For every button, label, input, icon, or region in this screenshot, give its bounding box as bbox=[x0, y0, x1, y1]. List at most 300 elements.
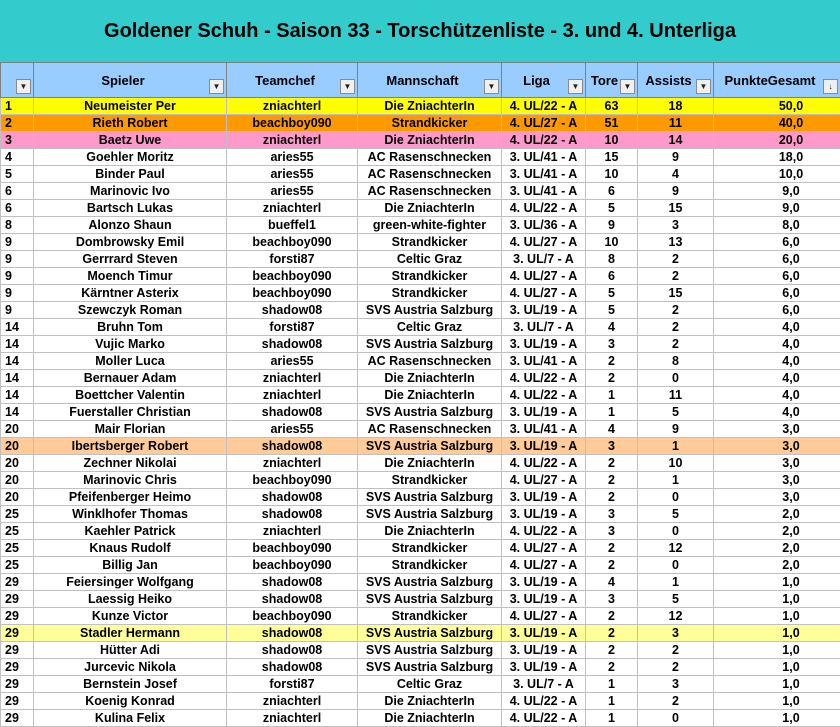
assists-cell[interactable]: 0 bbox=[638, 370, 714, 387]
assists-cell[interactable]: 14 bbox=[638, 132, 714, 149]
tore-cell[interactable]: 2 bbox=[586, 557, 638, 574]
team-cell[interactable]: SVS Austria Salzburg bbox=[358, 659, 502, 676]
rank-cell[interactable]: 20 bbox=[1, 438, 34, 455]
team-cell[interactable]: Strandkicker bbox=[358, 268, 502, 285]
team-cell[interactable]: Strandkicker bbox=[358, 285, 502, 302]
rank-cell[interactable]: 14 bbox=[1, 404, 34, 421]
punkte-cell[interactable]: 3,0 bbox=[714, 455, 840, 472]
assists-cell[interactable]: 15 bbox=[638, 200, 714, 217]
player-cell[interactable]: Jurcevic Nikola bbox=[34, 659, 227, 676]
liga-cell[interactable]: 4. UL/27 - A bbox=[502, 234, 586, 251]
teamchef-cell[interactable]: aries55 bbox=[227, 421, 358, 438]
table-row[interactable] bbox=[1, 625, 840, 642]
rank-cell[interactable]: 2 bbox=[1, 115, 34, 132]
liga-cell[interactable]: 4. UL/22 - A bbox=[502, 98, 586, 115]
punkte-cell[interactable]: 1,0 bbox=[714, 625, 840, 642]
sort-descending-icon[interactable]: ↓ bbox=[823, 79, 838, 94]
player-cell[interactable]: Bartsch Lukas bbox=[34, 200, 227, 217]
teamchef-cell[interactable]: shadow08 bbox=[227, 659, 358, 676]
player-cell[interactable]: Bernauer Adam bbox=[34, 370, 227, 387]
liga-cell[interactable]: 4. UL/27 - A bbox=[502, 285, 586, 302]
tore-cell[interactable]: 4 bbox=[586, 421, 638, 438]
punkte-cell[interactable]: 40,0 bbox=[714, 115, 840, 132]
team-cell[interactable]: AC Rasenschnecken bbox=[358, 183, 502, 200]
liga-cell[interactable]: 3. UL/41 - A bbox=[502, 166, 586, 183]
rank-cell[interactable]: 29 bbox=[1, 659, 34, 676]
rank-cell[interactable]: 3 bbox=[1, 132, 34, 149]
player-cell[interactable]: Moller Luca bbox=[34, 353, 227, 370]
liga-cell[interactable]: 4. UL/22 - A bbox=[502, 523, 586, 540]
liga-cell[interactable]: 4. UL/22 - A bbox=[502, 455, 586, 472]
table-row[interactable] bbox=[1, 200, 840, 217]
table-row[interactable] bbox=[1, 438, 840, 455]
team-cell[interactable]: SVS Austria Salzburg bbox=[358, 438, 502, 455]
teamchef-cell[interactable]: shadow08 bbox=[227, 489, 358, 506]
liga-cell[interactable]: 3. UL/7 - A bbox=[502, 319, 586, 336]
rank-cell[interactable]: 9 bbox=[1, 251, 34, 268]
team-cell[interactable]: SVS Austria Salzburg bbox=[358, 506, 502, 523]
team-cell[interactable]: Die ZniachterIn bbox=[358, 523, 502, 540]
liga-cell[interactable]: 4. UL/27 - A bbox=[502, 608, 586, 625]
player-cell[interactable]: Neumeister Per bbox=[34, 98, 227, 115]
team-cell[interactable]: Die ZniachterIn bbox=[358, 200, 502, 217]
table-row[interactable] bbox=[1, 285, 840, 302]
teamchef-cell[interactable]: aries55 bbox=[227, 166, 358, 183]
filter-dropdown-icon[interactable]: ▼ bbox=[484, 79, 499, 94]
punkte-cell[interactable]: 3,0 bbox=[714, 489, 840, 506]
table-row[interactable] bbox=[1, 319, 840, 336]
liga-cell[interactable]: 3. UL/7 - A bbox=[502, 251, 586, 268]
tore-cell[interactable]: 8 bbox=[586, 251, 638, 268]
tore-cell[interactable]: 1 bbox=[586, 676, 638, 693]
punkte-cell[interactable]: 4,0 bbox=[714, 319, 840, 336]
assists-cell[interactable]: 3 bbox=[638, 625, 714, 642]
teamchef-cell[interactable]: zniachterl bbox=[227, 98, 358, 115]
table-row[interactable] bbox=[1, 506, 840, 523]
tore-cell[interactable]: 2 bbox=[586, 608, 638, 625]
assists-cell[interactable]: 10 bbox=[638, 455, 714, 472]
liga-cell[interactable]: 3. UL/19 - A bbox=[502, 642, 586, 659]
punkte-cell[interactable]: 6,0 bbox=[714, 285, 840, 302]
table-row[interactable] bbox=[1, 574, 840, 591]
table-row[interactable] bbox=[1, 472, 840, 489]
team-cell[interactable]: SVS Austria Salzburg bbox=[358, 625, 502, 642]
punkte-cell[interactable]: 6,0 bbox=[714, 251, 840, 268]
assists-cell[interactable]: 3 bbox=[638, 676, 714, 693]
team-cell[interactable]: Die ZniachterIn bbox=[358, 98, 502, 115]
team-cell[interactable]: SVS Austria Salzburg bbox=[358, 404, 502, 421]
filter-dropdown-icon[interactable]: ▼ bbox=[340, 79, 355, 94]
rank-cell[interactable]: 14 bbox=[1, 353, 34, 370]
player-cell[interactable]: Billig Jan bbox=[34, 557, 227, 574]
rank-cell[interactable]: 6 bbox=[1, 200, 34, 217]
table-row[interactable] bbox=[1, 217, 840, 234]
liga-cell[interactable]: 4. UL/27 - A bbox=[502, 557, 586, 574]
player-cell[interactable]: Szewczyk Roman bbox=[34, 302, 227, 319]
tore-cell[interactable]: 2 bbox=[586, 540, 638, 557]
tore-cell[interactable]: 10 bbox=[586, 234, 638, 251]
liga-cell[interactable]: 4. UL/22 - A bbox=[502, 370, 586, 387]
table-row[interactable] bbox=[1, 387, 840, 404]
teamchef-cell[interactable]: shadow08 bbox=[227, 336, 358, 353]
liga-cell[interactable]: 3. UL/41 - A bbox=[502, 183, 586, 200]
teamchef-cell[interactable]: forsti87 bbox=[227, 676, 358, 693]
table-row[interactable] bbox=[1, 693, 840, 710]
table-row[interactable] bbox=[1, 659, 840, 676]
punkte-cell[interactable]: 2,0 bbox=[714, 557, 840, 574]
rank-cell[interactable]: 29 bbox=[1, 710, 34, 727]
tore-cell[interactable]: 10 bbox=[586, 132, 638, 149]
table-row[interactable] bbox=[1, 166, 840, 183]
tore-cell[interactable]: 5 bbox=[586, 302, 638, 319]
teamchef-cell[interactable]: zniachterl bbox=[227, 200, 358, 217]
table-row[interactable] bbox=[1, 98, 840, 115]
punkte-cell[interactable]: 2,0 bbox=[714, 506, 840, 523]
teamchef-cell[interactable]: zniachterl bbox=[227, 710, 358, 727]
tore-cell[interactable]: 3 bbox=[586, 506, 638, 523]
liga-cell[interactable]: 3. UL/41 - A bbox=[502, 353, 586, 370]
liga-cell[interactable]: 4. UL/22 - A bbox=[502, 200, 586, 217]
punkte-cell[interactable]: 4,0 bbox=[714, 387, 840, 404]
rank-cell[interactable]: 9 bbox=[1, 285, 34, 302]
filter-dropdown-icon[interactable]: ▼ bbox=[209, 79, 224, 94]
tore-cell[interactable]: 3 bbox=[586, 591, 638, 608]
table-row[interactable] bbox=[1, 268, 840, 285]
assists-cell[interactable]: 18 bbox=[638, 98, 714, 115]
player-cell[interactable]: Zechner Nikolai bbox=[34, 455, 227, 472]
team-cell[interactable]: Celtic Graz bbox=[358, 676, 502, 693]
table-row[interactable] bbox=[1, 404, 840, 421]
player-cell[interactable]: Goehler Moritz bbox=[34, 149, 227, 166]
tore-cell[interactable]: 1 bbox=[586, 404, 638, 421]
assists-cell[interactable]: 1 bbox=[638, 438, 714, 455]
punkte-cell[interactable]: 9,0 bbox=[714, 183, 840, 200]
tore-cell[interactable]: 1 bbox=[586, 693, 638, 710]
player-cell[interactable]: Feiersinger Wolfgang bbox=[34, 574, 227, 591]
rank-cell[interactable]: 29 bbox=[1, 574, 34, 591]
teamchef-cell[interactable]: aries55 bbox=[227, 183, 358, 200]
player-cell[interactable]: Boettcher Valentin bbox=[34, 387, 227, 404]
filter-dropdown-icon[interactable]: ▼ bbox=[696, 79, 711, 94]
filter-dropdown-icon[interactable]: ▼ bbox=[16, 79, 31, 94]
rank-cell[interactable]: 9 bbox=[1, 302, 34, 319]
player-cell[interactable]: Marinovic Ivo bbox=[34, 183, 227, 200]
punkte-cell[interactable]: 20,0 bbox=[714, 132, 840, 149]
assists-cell[interactable]: 2 bbox=[638, 251, 714, 268]
assists-cell[interactable]: 0 bbox=[638, 489, 714, 506]
assists-cell[interactable]: 2 bbox=[638, 319, 714, 336]
player-cell[interactable]: Alonzo Shaun bbox=[34, 217, 227, 234]
table-row[interactable] bbox=[1, 302, 840, 319]
punkte-cell[interactable]: 6,0 bbox=[714, 234, 840, 251]
player-cell[interactable]: Laessig Heiko bbox=[34, 591, 227, 608]
rank-cell[interactable]: 25 bbox=[1, 557, 34, 574]
player-cell[interactable]: Dombrowsky Emil bbox=[34, 234, 227, 251]
teamchef-cell[interactable]: shadow08 bbox=[227, 591, 358, 608]
punkte-cell[interactable]: 4,0 bbox=[714, 370, 840, 387]
punkte-cell[interactable]: 1,0 bbox=[714, 710, 840, 727]
team-cell[interactable]: SVS Austria Salzburg bbox=[358, 642, 502, 659]
teamchef-cell[interactable]: beachboy090 bbox=[227, 234, 358, 251]
rank-cell[interactable]: 20 bbox=[1, 489, 34, 506]
tore-cell[interactable]: 5 bbox=[586, 285, 638, 302]
player-cell[interactable]: Moench Timur bbox=[34, 268, 227, 285]
table-row[interactable] bbox=[1, 132, 840, 149]
teamchef-cell[interactable]: shadow08 bbox=[227, 404, 358, 421]
punkte-cell[interactable]: 3,0 bbox=[714, 438, 840, 455]
team-cell[interactable]: Strandkicker bbox=[358, 234, 502, 251]
punkte-cell[interactable]: 3,0 bbox=[714, 421, 840, 438]
punkte-cell[interactable]: 1,0 bbox=[714, 608, 840, 625]
team-cell[interactable]: SVS Austria Salzburg bbox=[358, 574, 502, 591]
teamchef-cell[interactable]: beachboy090 bbox=[227, 285, 358, 302]
table-row[interactable] bbox=[1, 557, 840, 574]
punkte-cell[interactable]: 1,0 bbox=[714, 574, 840, 591]
punkte-cell[interactable]: 8,0 bbox=[714, 217, 840, 234]
punkte-cell[interactable]: 1,0 bbox=[714, 676, 840, 693]
rank-cell[interactable]: 29 bbox=[1, 591, 34, 608]
assists-cell[interactable]: 13 bbox=[638, 234, 714, 251]
assists-cell[interactable]: 0 bbox=[638, 523, 714, 540]
tore-cell[interactable]: 3 bbox=[586, 523, 638, 540]
tore-cell[interactable]: 15 bbox=[586, 149, 638, 166]
rank-cell[interactable]: 25 bbox=[1, 506, 34, 523]
assists-cell[interactable]: 2 bbox=[638, 659, 714, 676]
team-cell[interactable]: Strandkicker bbox=[358, 608, 502, 625]
tore-cell[interactable]: 4 bbox=[586, 319, 638, 336]
liga-cell[interactable]: 4. UL/22 - A bbox=[502, 387, 586, 404]
player-cell[interactable]: Knaus Rudolf bbox=[34, 540, 227, 557]
tore-cell[interactable]: 3 bbox=[586, 336, 638, 353]
punkte-cell[interactable]: 3,0 bbox=[714, 472, 840, 489]
assists-cell[interactable]: 11 bbox=[638, 115, 714, 132]
tore-cell[interactable]: 5 bbox=[586, 200, 638, 217]
assists-cell[interactable]: 9 bbox=[638, 183, 714, 200]
tore-cell[interactable]: 2 bbox=[586, 353, 638, 370]
punkte-cell[interactable]: 2,0 bbox=[714, 523, 840, 540]
liga-cell[interactable]: 3. UL/19 - A bbox=[502, 302, 586, 319]
team-cell[interactable]: Die ZniachterIn bbox=[358, 387, 502, 404]
teamchef-cell[interactable]: forsti87 bbox=[227, 319, 358, 336]
table-row[interactable] bbox=[1, 591, 840, 608]
liga-cell[interactable]: 4. UL/27 - A bbox=[502, 268, 586, 285]
punkte-cell[interactable]: 6,0 bbox=[714, 302, 840, 319]
table-row[interactable] bbox=[1, 489, 840, 506]
tore-cell[interactable]: 2 bbox=[586, 659, 638, 676]
teamchef-cell[interactable]: beachboy090 bbox=[227, 557, 358, 574]
teamchef-cell[interactable]: zniachterl bbox=[227, 370, 358, 387]
rank-cell[interactable]: 20 bbox=[1, 421, 34, 438]
filter-dropdown-icon[interactable]: ▼ bbox=[620, 79, 635, 94]
tore-cell[interactable]: 6 bbox=[586, 268, 638, 285]
liga-cell[interactable]: 3. UL/19 - A bbox=[502, 625, 586, 642]
table-row[interactable] bbox=[1, 353, 840, 370]
tore-cell[interactable]: 2 bbox=[586, 370, 638, 387]
liga-cell[interactable]: 3. UL/41 - A bbox=[502, 149, 586, 166]
punkte-cell[interactable]: 4,0 bbox=[714, 336, 840, 353]
player-cell[interactable]: Binder Paul bbox=[34, 166, 227, 183]
liga-cell[interactable]: 3. UL/7 - A bbox=[502, 676, 586, 693]
tore-cell[interactable]: 51 bbox=[586, 115, 638, 132]
teamchef-cell[interactable]: beachboy090 bbox=[227, 608, 358, 625]
liga-cell[interactable]: 3. UL/41 - A bbox=[502, 421, 586, 438]
filter-dropdown-icon[interactable]: ▼ bbox=[568, 79, 583, 94]
teamchef-cell[interactable]: zniachterl bbox=[227, 523, 358, 540]
team-cell[interactable]: Die ZniachterIn bbox=[358, 455, 502, 472]
assists-cell[interactable]: 4 bbox=[638, 166, 714, 183]
punkte-cell[interactable]: 4,0 bbox=[714, 353, 840, 370]
rank-cell[interactable]: 9 bbox=[1, 234, 34, 251]
liga-cell[interactable]: 4. UL/22 - A bbox=[502, 132, 586, 149]
tore-cell[interactable]: 10 bbox=[586, 166, 638, 183]
punkte-cell[interactable]: 2,0 bbox=[714, 540, 840, 557]
assists-cell[interactable]: 3 bbox=[638, 217, 714, 234]
team-cell[interactable]: Strandkicker bbox=[358, 540, 502, 557]
teamchef-cell[interactable]: zniachterl bbox=[227, 455, 358, 472]
team-cell[interactable]: Strandkicker bbox=[358, 115, 502, 132]
rank-cell[interactable]: 4 bbox=[1, 149, 34, 166]
table-row[interactable] bbox=[1, 115, 840, 132]
player-cell[interactable]: Pfeifenberger Heimo bbox=[34, 489, 227, 506]
table-row[interactable] bbox=[1, 455, 840, 472]
table-row[interactable] bbox=[1, 183, 840, 200]
table-row[interactable] bbox=[1, 642, 840, 659]
team-cell[interactable]: Strandkicker bbox=[358, 557, 502, 574]
player-cell[interactable]: Gerrrard Steven bbox=[34, 251, 227, 268]
table-row[interactable] bbox=[1, 251, 840, 268]
tore-cell[interactable]: 1 bbox=[586, 387, 638, 404]
teamchef-cell[interactable]: aries55 bbox=[227, 149, 358, 166]
rank-cell[interactable]: 29 bbox=[1, 608, 34, 625]
player-cell[interactable]: Kulina Felix bbox=[34, 710, 227, 727]
tore-cell[interactable]: 6 bbox=[586, 183, 638, 200]
assists-cell[interactable]: 12 bbox=[638, 540, 714, 557]
rank-cell[interactable]: 29 bbox=[1, 693, 34, 710]
rank-cell[interactable]: 9 bbox=[1, 268, 34, 285]
player-cell[interactable]: Kaehler Patrick bbox=[34, 523, 227, 540]
player-cell[interactable]: Fuerstaller Christian bbox=[34, 404, 227, 421]
teamchef-cell[interactable]: beachboy090 bbox=[227, 268, 358, 285]
punkte-cell[interactable]: 6,0 bbox=[714, 268, 840, 285]
punkte-cell[interactable]: 1,0 bbox=[714, 693, 840, 710]
table-row[interactable] bbox=[1, 149, 840, 166]
player-cell[interactable]: Winklhofer Thomas bbox=[34, 506, 227, 523]
punkte-cell[interactable]: 18,0 bbox=[714, 149, 840, 166]
teamchef-cell[interactable]: forsti87 bbox=[227, 251, 358, 268]
teamchef-cell[interactable]: shadow08 bbox=[227, 625, 358, 642]
teamchef-cell[interactable]: shadow08 bbox=[227, 574, 358, 591]
liga-cell[interactable]: 3. UL/19 - A bbox=[502, 591, 586, 608]
assists-cell[interactable]: 9 bbox=[638, 421, 714, 438]
team-cell[interactable]: Die ZniachterIn bbox=[358, 370, 502, 387]
team-cell[interactable]: green-white-fighter bbox=[358, 217, 502, 234]
liga-cell[interactable]: 4. UL/27 - A bbox=[502, 540, 586, 557]
team-cell[interactable]: AC Rasenschnecken bbox=[358, 166, 502, 183]
table-row[interactable] bbox=[1, 523, 840, 540]
player-cell[interactable]: Marinovic Chris bbox=[34, 472, 227, 489]
punkte-cell[interactable]: 1,0 bbox=[714, 659, 840, 676]
punkte-cell[interactable]: 9,0 bbox=[714, 200, 840, 217]
liga-cell[interactable]: 3. UL/19 - A bbox=[502, 336, 586, 353]
team-cell[interactable]: AC Rasenschnecken bbox=[358, 421, 502, 438]
rank-cell[interactable]: 29 bbox=[1, 625, 34, 642]
assists-cell[interactable]: 5 bbox=[638, 404, 714, 421]
player-cell[interactable]: Mair Florian bbox=[34, 421, 227, 438]
team-cell[interactable]: Celtic Graz bbox=[358, 319, 502, 336]
player-cell[interactable]: Kunze Victor bbox=[34, 608, 227, 625]
punkte-cell[interactable]: 10,0 bbox=[714, 166, 840, 183]
rank-cell[interactable]: 20 bbox=[1, 455, 34, 472]
liga-cell[interactable]: 3. UL/19 - A bbox=[502, 438, 586, 455]
team-cell[interactable]: Celtic Graz bbox=[358, 251, 502, 268]
rank-cell[interactable]: 8 bbox=[1, 217, 34, 234]
table-row[interactable] bbox=[1, 540, 840, 557]
assists-cell[interactable]: 9 bbox=[638, 149, 714, 166]
liga-cell[interactable]: 4. UL/27 - A bbox=[502, 472, 586, 489]
player-cell[interactable]: Bruhn Tom bbox=[34, 319, 227, 336]
table-row[interactable] bbox=[1, 421, 840, 438]
assists-cell[interactable]: 15 bbox=[638, 285, 714, 302]
assists-cell[interactable]: 2 bbox=[638, 642, 714, 659]
rank-cell[interactable]: 14 bbox=[1, 370, 34, 387]
team-cell[interactable]: Strandkicker bbox=[358, 472, 502, 489]
team-cell[interactable]: Die ZniachterIn bbox=[358, 693, 502, 710]
punkte-cell[interactable]: 1,0 bbox=[714, 642, 840, 659]
liga-cell[interactable]: 3. UL/19 - A bbox=[502, 506, 586, 523]
teamchef-cell[interactable]: zniachterl bbox=[227, 387, 358, 404]
teamchef-cell[interactable]: aries55 bbox=[227, 353, 358, 370]
liga-cell[interactable]: 3. UL/19 - A bbox=[502, 489, 586, 506]
rank-cell[interactable]: 1 bbox=[1, 98, 34, 115]
assists-cell[interactable]: 1 bbox=[638, 472, 714, 489]
liga-cell[interactable]: 3. UL/19 - A bbox=[502, 659, 586, 676]
player-cell[interactable]: Koenig Konrad bbox=[34, 693, 227, 710]
player-cell[interactable]: Baetz Uwe bbox=[34, 132, 227, 149]
player-cell[interactable]: Stadler Hermann bbox=[34, 625, 227, 642]
liga-cell[interactable]: 3. UL/19 - A bbox=[502, 574, 586, 591]
table-row[interactable] bbox=[1, 676, 840, 693]
assists-cell[interactable]: 2 bbox=[638, 693, 714, 710]
teamchef-cell[interactable]: beachboy090 bbox=[227, 115, 358, 132]
rank-cell[interactable]: 6 bbox=[1, 183, 34, 200]
table-row[interactable] bbox=[1, 608, 840, 625]
team-cell[interactable]: AC Rasenschnecken bbox=[358, 149, 502, 166]
tore-cell[interactable]: 2 bbox=[586, 472, 638, 489]
liga-cell[interactable]: 3. UL/36 - A bbox=[502, 217, 586, 234]
liga-cell[interactable]: 4. UL/22 - A bbox=[502, 710, 586, 727]
liga-cell[interactable]: 4. UL/22 - A bbox=[502, 693, 586, 710]
assists-cell[interactable]: 11 bbox=[638, 387, 714, 404]
rank-cell[interactable]: 14 bbox=[1, 387, 34, 404]
assists-cell[interactable]: 8 bbox=[638, 353, 714, 370]
tore-cell[interactable]: 9 bbox=[586, 217, 638, 234]
assists-cell[interactable]: 5 bbox=[638, 591, 714, 608]
player-cell[interactable]: Bernstein Josef bbox=[34, 676, 227, 693]
player-cell[interactable]: Ibertsberger Robert bbox=[34, 438, 227, 455]
team-cell[interactable]: AC Rasenschnecken bbox=[358, 353, 502, 370]
tore-cell[interactable]: 2 bbox=[586, 455, 638, 472]
tore-cell[interactable]: 3 bbox=[586, 438, 638, 455]
teamchef-cell[interactable]: bueffel1 bbox=[227, 217, 358, 234]
team-cell[interactable]: SVS Austria Salzburg bbox=[358, 302, 502, 319]
teamchef-cell[interactable]: shadow08 bbox=[227, 506, 358, 523]
rank-cell[interactable]: 14 bbox=[1, 319, 34, 336]
teamchef-cell[interactable]: zniachterl bbox=[227, 132, 358, 149]
rank-cell[interactable]: 20 bbox=[1, 472, 34, 489]
tore-cell[interactable]: 1 bbox=[586, 710, 638, 727]
punkte-cell[interactable]: 4,0 bbox=[714, 404, 840, 421]
tore-cell[interactable]: 2 bbox=[586, 489, 638, 506]
